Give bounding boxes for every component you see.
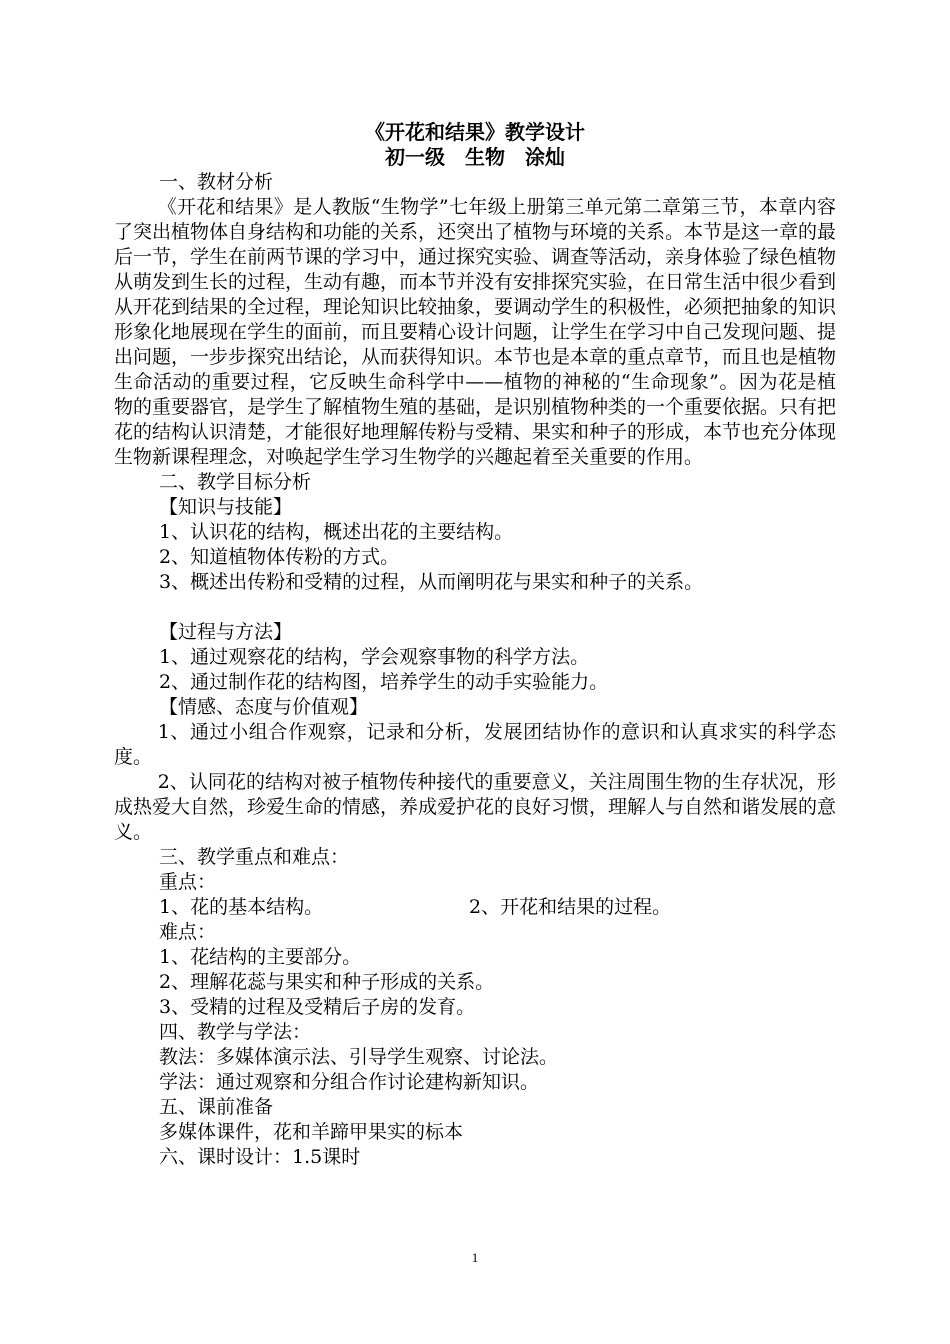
emotion-paragraph-1: 1、通过小组合作观察，记录和分析，发展团结协作的意识和认真求实的科学态度。 (114, 721, 836, 768)
document-body (114, 120, 836, 1170)
difficult-item: 2、理解花蕊与果实和种子形成的关系。 (159, 971, 495, 993)
knowledge-item: 1、认识花的结构，概述出花的主要结构。 (159, 521, 514, 543)
document-title: 《开花和结果》教学设计 (365, 120, 585, 144)
spacer (114, 595, 836, 620)
process-heading: 【过程与方法】 (159, 621, 293, 643)
knowledge-item: 2、知道植物体传粉的方式。 (159, 546, 400, 568)
preparation-text: 多媒体课件，花和羊蹄甲果实的标本 (159, 1121, 464, 1143)
section-heading-3: 三、教学重点和难点： (159, 846, 350, 868)
key-point-item: 1、花的基本结构。 (159, 896, 324, 918)
process-item: 2、通过制作花的结构图，培养学生的动手实验能力。 (159, 671, 609, 693)
process-item: 1、通过观察花的结构，学会观察事物的科学方法。 (159, 646, 590, 668)
section-heading-4: 四、教学与学法： (159, 1021, 312, 1043)
key-label: 重点： (159, 871, 217, 893)
knowledge-item: 3、概述出传粉和受精的过程，从而阐明花与果实和种子的关系。 (159, 571, 704, 593)
key-points-row (114, 895, 836, 920)
section-heading-6: 六、课时设计：1.5课时 (159, 1146, 361, 1168)
section-heading-5: 五、课前准备 (159, 1096, 274, 1118)
page-number: 1 (471, 1250, 479, 1265)
document-subtitle: 初一级 生物 涂灿 (385, 145, 565, 169)
analysis-paragraph: 《开花和结果》是人教版“生物学”七年级上册第三单元第二章第三节，本章内容了突出植物体自身结构和功能的关系，还突出了植物与环境的关系。本节是这一章的最后一节，学生在前两节课的学习中，通过探究实验、调查等活动，亲身体验了绿色植物从萌发到生长的过程，生动有趣，而本节并没有安排探究实验，在日常生活中很少看到从开花到结果的全过程，理论知识比较抽象，要调动学生的积极性，必须把抽象的知识形象化地展现在学生的面前，而且要精心设计问题，让学生在学习中自己发现问题、提出问题，一步步探究出结论，从而获得知识。本节也是本章的重点章节，而且也是植物生命活动的重要过程，它反映生命科学中——植物的神秘的“生命现象”。因为花是植物的重要器官，是学生了解植物生殖的基础，是识别植物种类的一个重要依据。只有把花的结构认识清楚，才能很好地理解传粉与受精、果实和种子的形成，本节也充分体现生物新课程理念，对唤起学生学习生物学的兴趣起着至关重要的作用。 (114, 196, 837, 468)
section-heading-2: 二、教学目标分析 (159, 471, 312, 493)
emotion-heading: 【情感、态度与价值观】 (159, 696, 369, 718)
knowledge-heading: 【知识与技能】 (159, 496, 293, 518)
learning-method: 学法：通过观察和分组合作讨论建构新知识。 (159, 1071, 540, 1093)
difficult-item: 1、花结构的主要部分。 (159, 946, 362, 968)
teaching-method: 教法：多媒体演示法、引导学生观察、讨论法。 (159, 1046, 559, 1068)
difficult-label: 难点： (159, 921, 217, 943)
emotion-paragraph-2: 2、认同花的结构对被子植物传种接代的重要意义，关注周围生物的生存状况，形成热爱大自然，珍爱生命的情感，养成爱护花的良好习惯，理解人与自然和谐发展的意义。 (114, 771, 837, 843)
key-point-item: 2、开花和结果的过程。 (469, 896, 672, 918)
difficult-item: 3、受精的过程及受精后子房的发育。 (159, 996, 476, 1018)
section-heading-1: 一、教材分析 (159, 171, 274, 193)
